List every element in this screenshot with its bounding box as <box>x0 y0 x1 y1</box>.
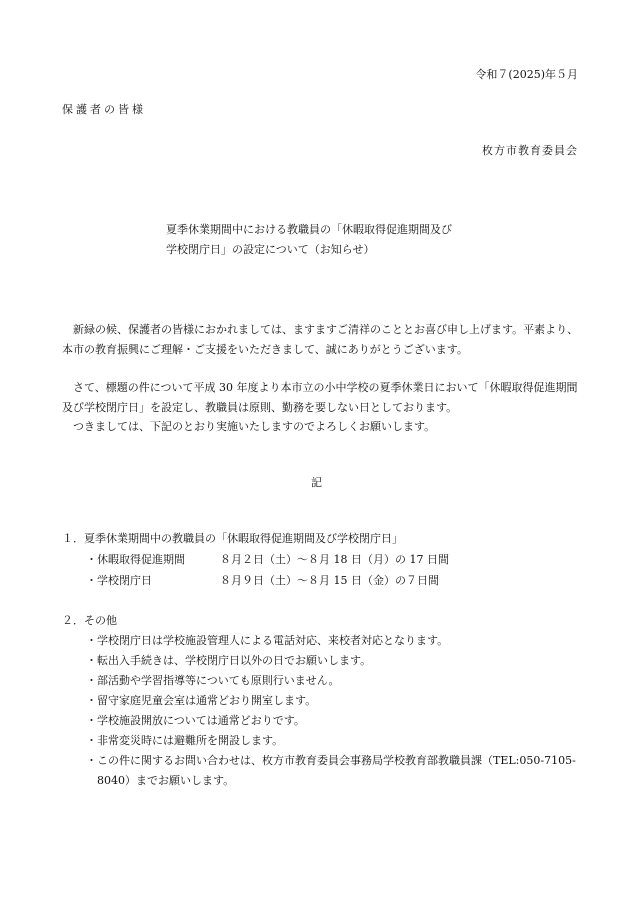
section-2-heading: ２．その他 <box>62 614 117 627</box>
list-item: ・学校閉庁日は学校施設管理人による電話対応、来校者対応となります。 <box>86 634 449 647</box>
document-title-line-1: 夏季休業期間中における教職員の「休暇取得促進期間及び <box>166 223 452 236</box>
ki-marker: 記 <box>311 476 322 489</box>
list-item: ・学校施設開放については通常どおりです。 <box>86 714 305 727</box>
period-label-closure: ・学校閉庁日 <box>86 574 152 587</box>
period-value-closure: ８月９日（土）～８月 15 日（金）の７日間 <box>220 574 439 587</box>
addressee: 保護者の皆様 <box>62 103 146 116</box>
list-item: ・転出入手続きは、学校閉庁日以外の日でお願いします。 <box>86 654 372 667</box>
list-item: ・非常変災時には避難所を開設します。 <box>86 734 284 747</box>
section-1-heading: １．夏季休業期間中の教職員の「休暇取得促進期間及び学校閉庁日」 <box>62 532 403 545</box>
list-item: ・部活動や学習指導等についても原則行いません。 <box>86 674 340 687</box>
sender-name: 枚方市教育委員会 <box>482 144 578 157</box>
purpose-paragraph: さて、標題の件について平成 30 年度より本市立の小中学校の夏季休業日において「休暇取得促進期間及び学校閉庁日」を設定し、教職員は原則、勤務を要しない日としております。 <box>62 381 578 414</box>
period-value-leave: ８月２日（土）～８月 18 日（月）の 17 日間 <box>220 553 449 566</box>
period-label-leave: ・休暇取得促進期間 <box>86 553 185 566</box>
list-item: ・この件に関するお問い合わせは、枚方市教育委員会事務局学校教育部教職員課（TEL:050-7105-8040）までお願いします。 <box>86 754 576 787</box>
notes-list <box>86 631 582 791</box>
document-title-line-2: 学校閉庁日」の設定について（お知らせ） <box>166 243 375 256</box>
greeting-paragraph: 新緑の候、保護者の皆様におかれましては、ますますご清祥のこととお喜び申し上げます。平素より、本市の教育振興にご理解・ご支援をいただきまして、誠にありがとうございます。 <box>62 323 579 356</box>
closing-paragraph: つきましては、下記のとおり実施いたしますのでよろしくお願いします。 <box>73 420 436 433</box>
document-date: 令和７(2025)年５月 <box>475 68 578 81</box>
list-item: ・留守家庭児童会室は通常どおり開室します。 <box>86 694 317 707</box>
